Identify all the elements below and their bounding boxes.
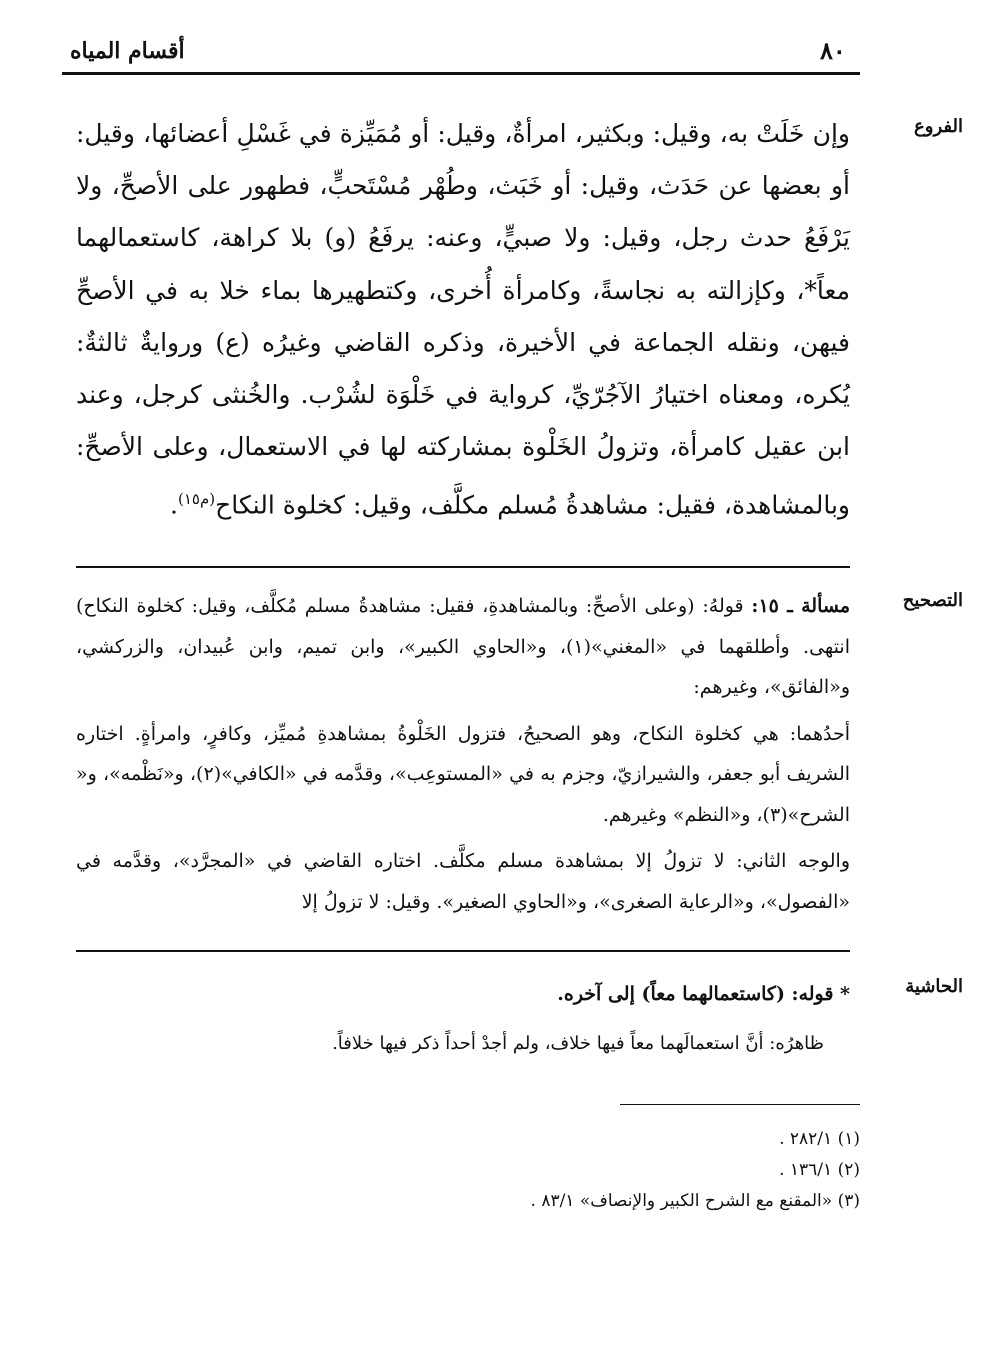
gloss-text: ظاهرُه: أنَّ استعمالَهما معاً فيها خلاف، ولم أجدْ أحداً ذكر فيها خلافاً.: [332, 1033, 824, 1054]
footnotes: [300, 1124, 860, 1217]
main-text: وإن خَلَتْ به، وقيل: وبكثير، امرأةٌ، وقيل: أو مُمَيِّزة في غَسْلِ أعضائها، وقيل: أو بعضها عن حَدَث، وقيل: أو خَبَث، وطُهْر مُسْتَحبٍّ، فطهور على الأصحِّ، ولا يَرْفَعُ حدث رجل، وقيل: ولا صبيٍّ، وعنه: يرفَعُ (و) بلا كراهة، كاستعمالهما معاً*، وكإزالته به نجاسةً، وكامرأة أُخرى، وكتطهيرها بماء خلا به في الأصحِّ فيهن، ونقله الجماعة في الأخيرة، وذكره القاضي وغيرُه (ع) وروايةٌ ثالثةٌ: يُكره، ومعناه اختيارُ الآجُرّيِّ، كرواية في خَلْوَة لشُرْب. والخُنثى كرجل، وعند ابن عقيل كامرأة، وتزولُ الخَلْوة بمشاركته لها في الاستعمال، وعلى الأصحِّ: وبالمشاهدة، فقيل: مشاهدةُ مُسلم مكلَّف، وقيل: كخلوة النكاح: [76, 119, 850, 520]
main-ref: (م١٥): [177, 490, 216, 509]
correction-paragraph-1: [76, 586, 850, 708]
section-divider-1: [76, 566, 850, 568]
main-section-label: الفروع: [914, 116, 963, 137]
page-number: ٨٠: [820, 36, 846, 65]
running-title: أقسام المياه: [70, 38, 185, 64]
correction-section-label: التصحيح: [902, 590, 963, 611]
correction-paragraph-3: والوجه الثاني: لا تزولُ إلا بمشاهدة مسلم مكلَّف. اختاره القاضي في «المجرَّد»، وقدَّمه في «الفصول»، و«الرعاية الصغرى»، و«الحاوي الصغير». وقيل: لا تزولُ إلا: [76, 850, 850, 913]
gloss-section-label: الحاشية: [905, 976, 963, 997]
gloss-heading: * قوله: (كاستعمالهما معاً) إلى آخره.: [557, 983, 850, 1005]
footnote-divider: [620, 1104, 860, 1105]
correction-heading: مسألة ـ ١٥:: [751, 595, 851, 617]
main-end: .: [170, 490, 178, 520]
footnote-2: (٢) ١٣٦/١ .: [779, 1160, 860, 1180]
correction-paragraph-2: أحدُهما: هي كخلوة النكاح، وهو الصحيحُ، فتزول الخَلْوةُ بمشاهدةِ مُميِّز، وكافرٍ، وامرأةٍ. اختاره الشريف أبو جعفر، والشيرازيّ، وجزم به في «المستوعِب»، وقدَّمه في «الكافي»(٢)، و«نَظْمه»، و« الشرح»(٣)، و«النظم» وغيرهم.: [76, 722, 851, 826]
correction-block: [76, 586, 850, 922]
header-rule: [62, 72, 860, 75]
footnote-3: (٣) «المقنع مع الشرح الكبير والإنصاف» ٨٣/١ .: [530, 1191, 860, 1211]
footnote-1: (١) ٢٨٢/١ .: [779, 1129, 860, 1149]
section-divider-2: [76, 950, 850, 952]
correction-text-1: قولهُ: (وعلى الأصحِّ: وبالمشاهدةِ، فقيل: مشاهدةُ مسلم مُكلَّف، وقيل: كخلوة النكاح) انتهى. وأطلقهما في «المغني»(١)، و«الحاوي الكبير»، وابن تميم، وابن عُبيدان، والزركشي، و«الفائق»، وغيرهم:: [76, 595, 850, 698]
main-text-block: [76, 108, 850, 532]
